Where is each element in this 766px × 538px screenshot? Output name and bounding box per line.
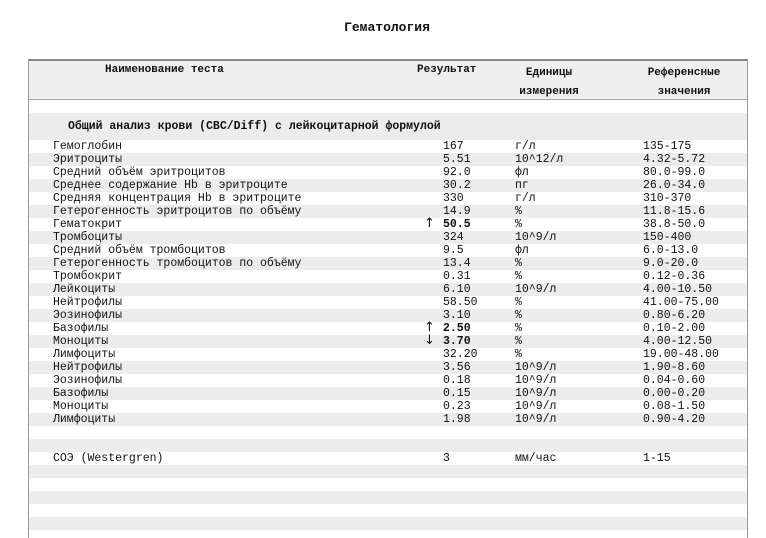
test-units: мм/час [515,452,557,465]
test-name: Лейкоциты [53,283,116,296]
test-result: 92.0 [443,166,471,179]
test-reference-range: 0.08-1.50 [643,400,706,413]
test-units: 10^9/л [515,400,557,413]
table-row [29,192,747,205]
test-name: Гемоглобин [53,140,123,153]
test-units: г/л [515,192,536,205]
test-result: 324 [443,231,464,244]
table-body [29,100,747,538]
test-units: % [515,348,522,361]
table-row [29,231,747,244]
test-units: % [515,218,522,231]
test-result: 3 [443,452,450,465]
table-row [29,413,747,426]
table-row [29,257,747,270]
arrow-up-icon: ↑ [424,320,435,335]
test-units: фл [515,244,529,257]
test-units: % [515,309,522,322]
header-reference [624,64,744,102]
test-result: 167 [443,140,464,153]
header-reference-line1: Референсные [647,67,721,79]
test-units: % [515,270,522,283]
test-name: Нейтрофилы [53,361,123,374]
test-units: 10^12/л [515,153,564,166]
table-row [29,179,747,192]
blank-row [29,100,747,113]
test-reference-range: 135-175 [643,140,692,153]
table-row [29,361,747,374]
test-name: Лимфоциты [53,348,116,361]
test-reference-range: 11.8-15.6 [643,205,706,218]
test-reference-range: 26.0-34.0 [643,179,706,192]
test-name: Среднее содержание Hb в эритроците [53,179,288,192]
test-name: Моноциты [53,335,109,348]
test-reference-range: 0.90-4.20 [643,413,706,426]
test-reference-range: 4.00-10.50 [643,283,713,296]
header-units-line2: измерения [519,86,579,98]
test-units: 10^9/л [515,387,557,400]
blank-row [29,465,747,478]
test-name: Нейтрофилы [53,296,123,309]
test-units: пг [515,179,529,192]
test-name: Средний объём тромбоцитов [53,244,226,257]
test-reference-range: 150-400 [643,231,692,244]
table-row [29,218,747,231]
table-row [29,166,747,179]
table-row [29,205,747,218]
test-result: 0.31 [443,270,471,283]
test-name: СОЭ (Westergren) [53,452,164,465]
blank-row [29,426,747,439]
test-reference-range: 38.8-50.0 [643,218,706,231]
test-result: 2.50 [443,322,471,335]
test-reference-range: 0.04-0.60 [643,374,706,387]
test-units: г/л [515,140,536,153]
table-row [29,140,747,153]
test-reference-range: 4.00-12.50 [643,335,713,348]
table-row [29,387,747,400]
arrow-up-icon: ↑ [424,216,435,231]
table-row [29,153,747,166]
test-result: 330 [443,192,464,205]
test-units: 10^9/л [515,231,557,244]
test-reference-range: 0.80-6.20 [643,309,706,322]
table-row [29,348,747,361]
test-name: Гематокрит [53,218,123,231]
test-result: 0.18 [443,374,471,387]
test-result: 13.4 [443,257,471,270]
table-header [29,61,747,100]
test-result: 3.70 [443,335,471,348]
test-reference-range: 4.32-5.72 [643,153,706,166]
test-name: Гетерогенность тромбоцитов по объёму [53,257,302,270]
test-result: 1.98 [443,413,471,426]
test-units: % [515,335,522,348]
test-result: 58.50 [443,296,478,309]
test-name: Тромбоциты [53,231,123,244]
header-test-name: Наименование теста [105,64,224,76]
test-name: Лимфоциты [53,413,116,426]
test-units: % [515,322,522,335]
test-units: фл [515,166,529,179]
test-name: Эритроциты [53,153,123,166]
test-reference-range: 6.0-13.0 [643,244,699,257]
table-row [29,400,747,413]
table-row [29,322,747,335]
section-title: Общий анализ крови (CBC/Diff) с лейкоцитарной формулой [29,113,747,140]
blank-row [29,491,747,504]
table-row [29,296,747,309]
table-row [29,244,747,257]
test-units: % [515,296,522,309]
test-reference-range: 80.0-99.0 [643,166,706,179]
test-name: Гетерогенность эритроцитов по объёму [53,205,302,218]
test-reference-range: 1.90-8.60 [643,361,706,374]
header-units-line1: Единицы [525,67,573,79]
test-reference-range: 0.10-2.00 [643,322,706,335]
page-title: Гематология [344,20,430,35]
test-units: % [515,205,522,218]
test-result: 3.10 [443,309,471,322]
test-result: 3.56 [443,361,471,374]
test-result: 14.9 [443,205,471,218]
test-reference-range: 0.12-0.36 [643,270,706,283]
test-name: Эозинофилы [53,374,123,387]
test-name: Средняя концентрация Hb в эритроците [53,192,302,205]
test-name: Средний объём эритроцитов [53,166,226,179]
test-result: 5.51 [443,153,471,166]
test-name: Моноциты [53,400,109,413]
test-result: 50.5 [443,218,471,231]
header-result: Результат [417,64,477,76]
test-result: 30.2 [443,179,471,192]
test-result: 0.23 [443,400,471,413]
table-row [29,270,747,283]
test-reference-range: 0.00-0.20 [643,387,706,400]
table-row [29,335,747,348]
test-result: 6.10 [443,283,471,296]
test-reference-range: 19.00-48.00 [643,348,719,361]
test-name: Эозинофилы [53,309,123,322]
blank-row [29,478,747,491]
test-units: % [515,257,522,270]
test-result: 32.20 [443,348,478,361]
test-name: Базофилы [53,387,109,400]
test-result: 9.5 [443,244,464,257]
test-name: Тромбокрит [53,270,123,283]
table-row [29,452,747,465]
header-reference-line2: значения [657,86,711,98]
header-units [499,64,599,102]
test-units: 10^9/л [515,361,557,374]
blank-row [29,517,747,530]
table-row [29,309,747,322]
test-reference-range: 41.00-75.00 [643,296,719,309]
test-units: 10^9/л [515,374,557,387]
test-units: 10^9/л [515,413,557,426]
test-units: 10^9/л [515,283,557,296]
blank-row [29,504,747,517]
test-name: Базофилы [53,322,109,335]
test-reference-range: 9.0-20.0 [643,257,699,270]
test-reference-range: 310-370 [643,192,692,205]
test-reference-range: 1-15 [643,452,671,465]
test-result: 0.15 [443,387,471,400]
blank-row [29,530,747,538]
results-table [28,59,748,538]
arrow-down-icon: ↓ [424,333,435,348]
table-row [29,374,747,387]
blank-row [29,439,747,452]
table-row [29,283,747,296]
